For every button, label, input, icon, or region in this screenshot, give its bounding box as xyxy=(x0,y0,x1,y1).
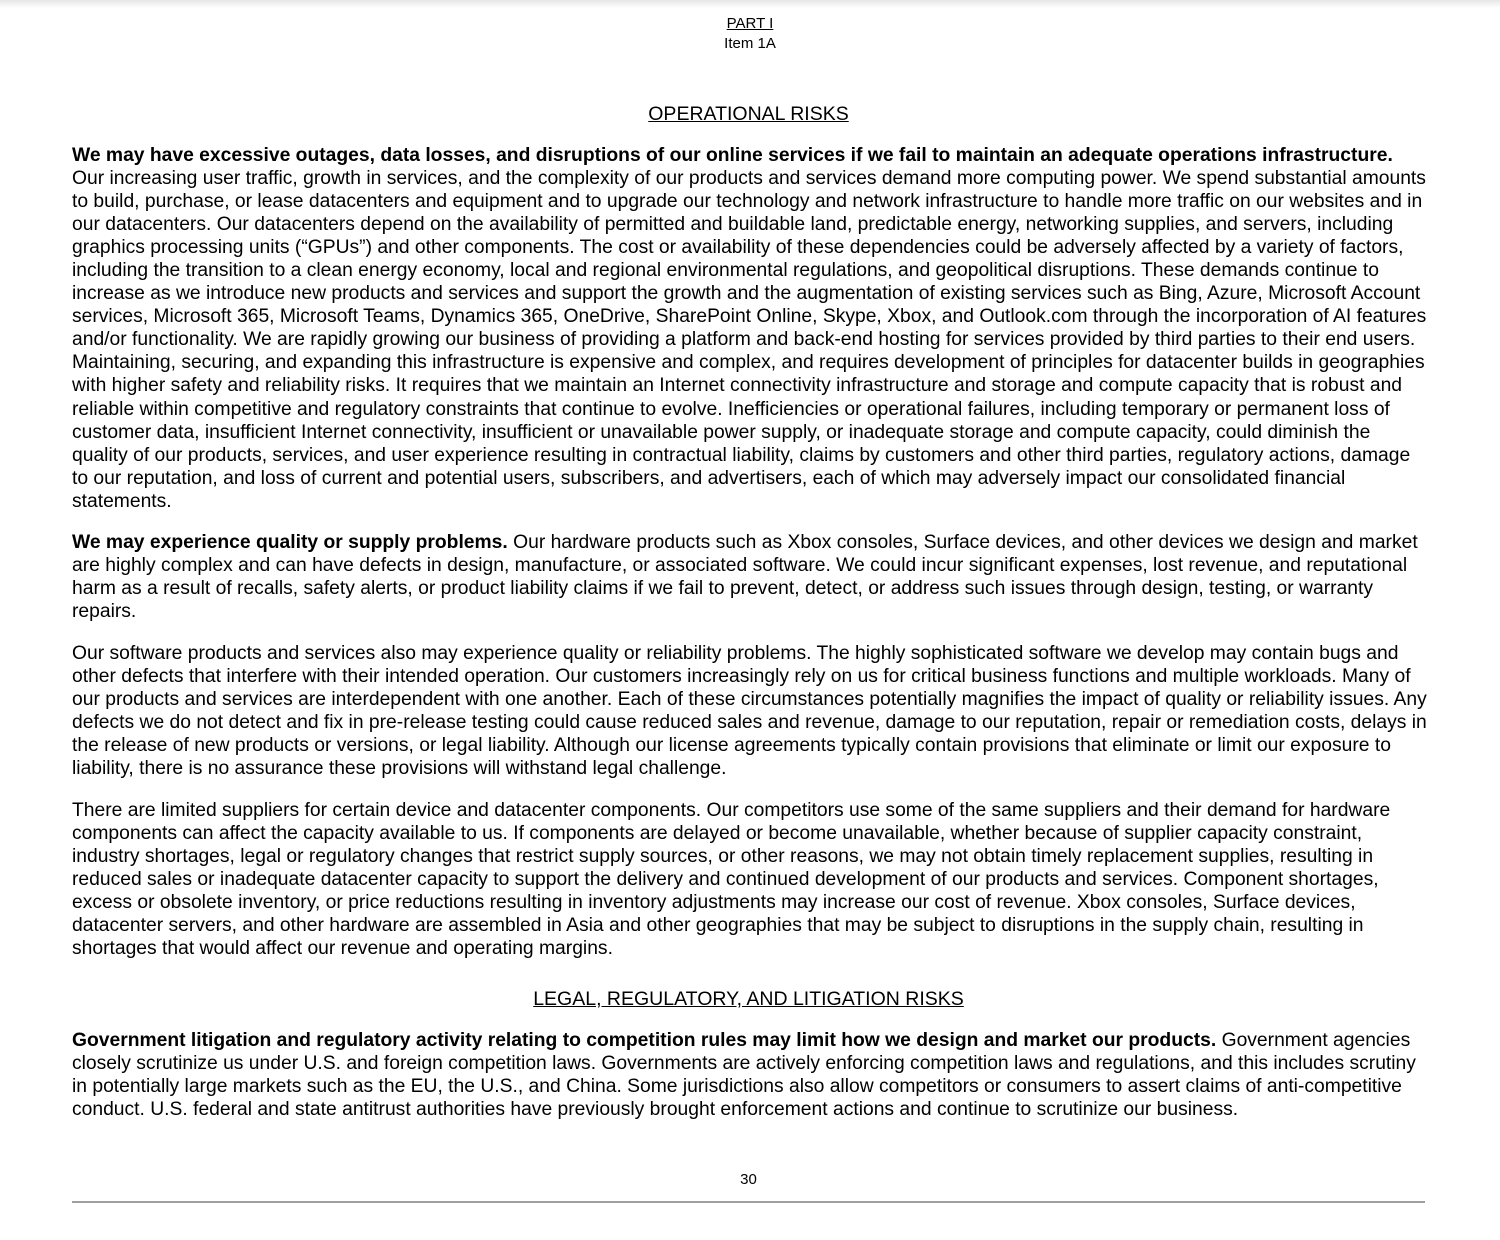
part-label: PART I xyxy=(726,15,774,32)
paragraph-body: Government agencies closely scrutinize us under U.S. and foreign competition laws. Governments are actively enforcing competition laws and regulations, and this includes scrutiny in potentially large markets such as the EU, the U.S., and China. Some jurisdictions also allow competitors or consumers to assert claims of anti-competitive conduct. U.S. federal and state antitrust authorities have previously brought enforcement actions and continue to scrutinize our business. xyxy=(72,1030,1416,1121)
paragraph-heading: Government litigation and regulatory activity relating to competition rules may limit how we design and market our products. xyxy=(72,1030,1217,1051)
paragraph-software-quality: Our software products and services also may experience quality or reliability problems. The highly sophisticated software we develop may contain bugs and other defects that interfere with their intended operation. Our customers increasingly rely on us for critical business functions and multiple workloads. Many of our products and services are interdependent with one another. Each of these circumstances potentially magnifies the impact of quality or reliability issues. Any defects we do not detect and fix in pre-release testing could cause reduced sales and revenue, damage to our reputation, repair or remediation costs, delays in the release of new products or versions, or legal liability. Although our license agreements typically contain provisions that eliminate or limit our exposure to liability, there is no assurance these provisions will withstand legal challenge. xyxy=(72,643,1427,780)
paragraph-operations-infrastructure xyxy=(72,144,1428,513)
paragraph-competition-litigation xyxy=(72,1029,1428,1121)
section-title-text: LEGAL, REGULATORY, AND LITIGATION RISKS xyxy=(533,988,964,1010)
footer-divider xyxy=(72,1201,1425,1203)
paragraph-body: Our increasing user traffic, growth in services, and the complexity of our products and services demand more computing power. We spend substantial amounts to build, purchase, or lease datacenters and equipment and to upgrade our technology and network infrastructure to handle more traffic on our websites and in our datacenters. Our datacenters depend on the availability of permitted and buildable land, predictable energy, networking supplies, and servers, including graphics processing units (“GPUs”) and other components. The cost or availability of these dependencies could be adversely affected by a variety of factors, including the transition to a clean energy economy, local and regional environmental regulations, and geopolitical disruptions. These demands continue to increase as we introduce new products and services and support the growth and the augmentation of existing services such as Bing, Azure, Microsoft Account services, Microsoft 365, Microsoft Teams, Dynamics 365, OneDrive, SharePoint Online, Skype, Xbox, and Outlook.com through the incorporation of AI features and/or functionality. We are rapidly growing our business of providing a platform and back-end hosting for services provided by third parties to their end users. Maintaining, securing, and expanding this infrastructure is expensive and complex, and requires development of principles for datacenter builds in geographies with higher safety and reliability risks. It requires that we maintain an Internet connectivity infrastructure and storage and compute capacity that is robust and reliable within competitive and regulatory constraints that continue to evolve. Inefficiencies or operational failures, including temporary or permanent loss of customer data, insufficient Internet connectivity, insufficient or unavailable power supply, or inadequate storage and compute capacity, could diminish the quality of our products, services, and user experience resulting in contractual liability, claims by customers and other third parties, regulatory actions, damage to our reputation, and loss of current and potential users, subscribers, and advertisers, each of which may adversely impact our consolidated financial statements. xyxy=(72,168,1427,512)
paragraph-body: Our hardware products such as Xbox consoles, Surface devices, and other devices we design and market are highly complex and can have defects in design, manufacture, or associated software. We could incur significant expenses, lost revenue, and reputational harm as a result of recalls, safety alerts, or product liability claims if we fail to prevent, detect, or address such issues through design, testing, or warranty repairs. xyxy=(72,532,1418,623)
paragraph-heading: We may have excessive outages, data losses, and disruptions of our online services if we fail to maintain an adequate operations infrastructure. xyxy=(72,145,1393,166)
section-title-text: OPERATIONAL RISKS xyxy=(648,103,849,125)
item-label: Item 1A xyxy=(724,35,776,52)
paragraph-quality-supply xyxy=(72,531,1428,623)
section-title-operational-risks xyxy=(0,103,1497,126)
section-title-legal-risks xyxy=(0,988,1497,1011)
page-number: 30 xyxy=(740,1171,757,1188)
viewer-top-edge xyxy=(0,0,1500,8)
paragraph-limited-suppliers: There are limited suppliers for certain device and datacenter components. Our competitors use some of the same suppliers and their demand for hardware components can affect the capacity available to us. If components are delayed or become unavailable, whether because of supplier capacity constraint, industry shortages, legal or regulatory changes that restrict supply sources, or other reasons, we may not obtain timely replacement supplies, resulting in reduced sales or inadequate datacenter capacity to support the delivery and continued development of our products and services. Component shortages, excess or obsolete inventory, or price reductions resulting in inventory adjustments may increase our cost of revenue. Xbox consoles, Surface devices, datacenter servers, and other hardware are assembled in Asia and other geographies that may be subject to disruptions in the supply chain, resulting in shortages that would affect our revenue and operating margins. xyxy=(72,800,1391,960)
paragraph-heading: We may experience quality or supply problems. xyxy=(72,532,508,553)
page-header xyxy=(0,14,1500,54)
